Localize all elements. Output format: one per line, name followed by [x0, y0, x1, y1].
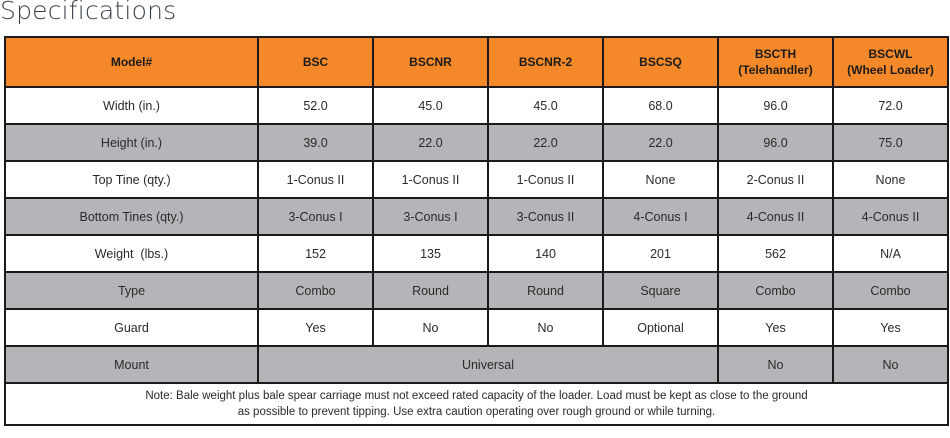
row-label: Guard	[5, 309, 258, 346]
table-cell: 72.0	[833, 87, 948, 124]
header-bscnr-2: BSCNR-2	[488, 37, 603, 87]
header-bsc: BSC	[258, 37, 373, 87]
table-cell: None	[603, 161, 718, 198]
header-model: Model#	[5, 37, 258, 87]
table-cell: Round	[488, 272, 603, 309]
header-row	[5, 37, 948, 87]
header-bscsq: BSCSQ	[603, 37, 718, 87]
table-cell: None	[833, 161, 948, 198]
table-cell: No	[488, 309, 603, 346]
table-row	[5, 161, 948, 198]
table-row	[5, 272, 948, 309]
table-cell: 152	[258, 235, 373, 272]
table-cell: 3-Conus I	[258, 198, 373, 235]
table-cell: 201	[603, 235, 718, 272]
table-cell: 4-Conus II	[833, 198, 948, 235]
table-cell: 140	[488, 235, 603, 272]
table-cell: 96.0	[718, 87, 833, 124]
table-cell: 45.0	[373, 87, 488, 124]
row-label: Bottom Tines (qty.)	[5, 198, 258, 235]
note-line-2: as possible to prevent tipping. Use extra caution operating over rough ground or while turning.	[237, 406, 716, 418]
table-row	[5, 309, 948, 346]
table-cell: 4-Conus II	[718, 198, 833, 235]
table-cell: 562	[718, 235, 833, 272]
table-row	[5, 235, 948, 272]
table-cell: 52.0	[258, 87, 373, 124]
table-cell: No	[718, 346, 833, 383]
table-cell: 135	[373, 235, 488, 272]
table-cell: 39.0	[258, 124, 373, 161]
table-cell: 68.0	[603, 87, 718, 124]
header-bscwl: BSCWL (Wheel Loader)	[833, 37, 948, 87]
table-cell: 22.0	[488, 124, 603, 161]
table-cell: 1-Conus II	[373, 161, 488, 198]
table-cell: Yes	[258, 309, 373, 346]
table-cell: 22.0	[603, 124, 718, 161]
table-cell: 22.0	[373, 124, 488, 161]
table-row	[5, 346, 948, 383]
table-cell: N/A	[833, 235, 948, 272]
table-cell: 3-Conus II	[488, 198, 603, 235]
table-cell: Optional	[603, 309, 718, 346]
table-cell: Square	[603, 272, 718, 309]
page-title: Specifications	[0, 0, 177, 25]
header-bscnr: BSCNR	[373, 37, 488, 87]
table-cell: No	[833, 346, 948, 383]
table-cell: Combo	[833, 272, 948, 309]
table-cell: Yes	[833, 309, 948, 346]
header-bscth: BSCTH (Telehandler)	[718, 37, 833, 87]
table-cell: No	[373, 309, 488, 346]
table-cell: Combo	[258, 272, 373, 309]
table-cell: Yes	[718, 309, 833, 346]
note-line-1: Note: Bale weight plus bale spear carriage must not exceed rated capacity of the loader. Load must be kept as close to the ground	[145, 390, 808, 402]
table-cell: Combo	[718, 272, 833, 309]
row-label: Type	[5, 272, 258, 309]
table-cell: 96.0	[718, 124, 833, 161]
table-row	[5, 124, 948, 161]
table-cell-universal: Universal	[258, 346, 718, 383]
table-cell: 4-Conus I	[603, 198, 718, 235]
table-row	[5, 198, 948, 235]
table-cell: 3-Conus I	[373, 198, 488, 235]
table-row	[5, 87, 948, 124]
row-label: Weight (lbs.)	[5, 235, 258, 272]
table-cell: 1-Conus II	[488, 161, 603, 198]
row-label: Top Tine (qty.)	[5, 161, 258, 198]
row-label: Width (in.)	[5, 87, 258, 124]
note-text	[5, 383, 948, 425]
table-cell: Round	[373, 272, 488, 309]
table-cell: 45.0	[488, 87, 603, 124]
note-row	[5, 383, 948, 425]
row-label: Height (in.)	[5, 124, 258, 161]
table-cell: 2-Conus II	[718, 161, 833, 198]
table-cell: 1-Conus II	[258, 161, 373, 198]
specifications-table	[4, 36, 949, 426]
row-label: Mount	[5, 346, 258, 383]
table-cell: 75.0	[833, 124, 948, 161]
